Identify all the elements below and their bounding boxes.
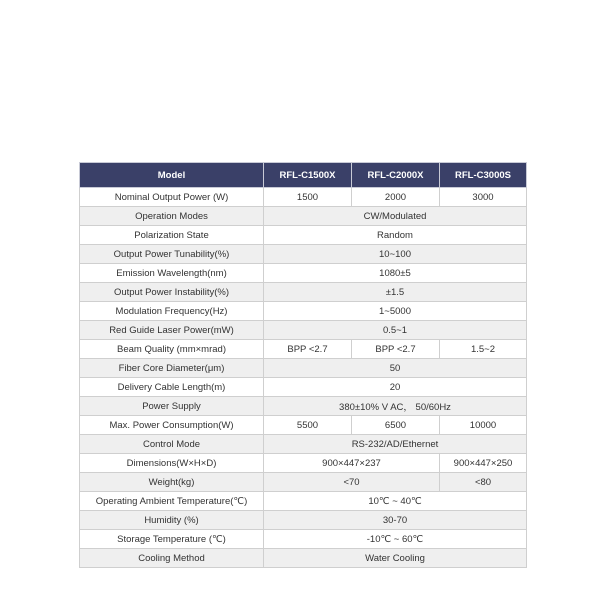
table-row xyxy=(80,188,527,207)
row-label: Red Guide Laser Power(mW) xyxy=(80,321,264,340)
row-label: Power Supply xyxy=(80,397,264,416)
row-value: ±1.5 xyxy=(264,283,527,302)
row-value: 10℃ ~ 40℃ xyxy=(264,492,527,511)
table-row xyxy=(80,378,527,397)
header-rfl-c3000s: RFL-C3000S xyxy=(440,163,527,188)
row-value: 2000 xyxy=(352,188,440,207)
row-value: 1.5~2 xyxy=(440,340,527,359)
spec-table-body xyxy=(80,188,527,568)
table-row xyxy=(80,359,527,378)
row-value: RS-232/AD/Ethernet xyxy=(264,435,527,454)
row-value: 0.5~1 xyxy=(264,321,527,340)
row-value: CW/Modulated xyxy=(264,207,527,226)
spec-table xyxy=(79,162,527,568)
row-label: Fiber Core Diameter(μm) xyxy=(80,359,264,378)
row-label: Max. Power Consumption(W) xyxy=(80,416,264,435)
row-value: -10℃ ~ 60℃ xyxy=(264,530,527,549)
table-row xyxy=(80,435,527,454)
table-row xyxy=(80,511,527,530)
table-row xyxy=(80,283,527,302)
table-row xyxy=(80,264,527,283)
row-label: Emission Wavelength(nm) xyxy=(80,264,264,283)
row-value: 10~100 xyxy=(264,245,527,264)
row-value: Water Cooling xyxy=(264,549,527,568)
row-label: Weight(kg) xyxy=(80,473,264,492)
table-row xyxy=(80,397,527,416)
row-label: Modulation Frequency(Hz) xyxy=(80,302,264,321)
row-value: 1500 xyxy=(264,188,352,207)
row-label: Dimensions(W×H×D) xyxy=(80,454,264,473)
table-row xyxy=(80,530,527,549)
row-label: Beam Quality (mm×mrad) xyxy=(80,340,264,359)
header-rfl-c1500x: RFL-C1500X xyxy=(264,163,352,188)
row-label: Output Power Tunability(%) xyxy=(80,245,264,264)
table-header-row xyxy=(80,163,527,188)
row-value: <70 xyxy=(264,473,440,492)
table-row xyxy=(80,207,527,226)
row-value: Random xyxy=(264,226,527,245)
table-row xyxy=(80,416,527,435)
table-row xyxy=(80,302,527,321)
row-value: 5500 xyxy=(264,416,352,435)
row-label: Delivery Cable Length(m) xyxy=(80,378,264,397)
row-value: 3000 xyxy=(440,188,527,207)
row-label: Storage Temperature (℃) xyxy=(80,530,264,549)
table-row xyxy=(80,340,527,359)
table-row xyxy=(80,454,527,473)
table-row xyxy=(80,549,527,568)
row-label: Cooling Method xyxy=(80,549,264,568)
row-label: Output Power Instability(%) xyxy=(80,283,264,302)
row-value: 1080±5 xyxy=(264,264,527,283)
row-label: Control Mode xyxy=(80,435,264,454)
row-value: <80 xyxy=(440,473,527,492)
table-row xyxy=(80,226,527,245)
row-label: Humidity (%) xyxy=(80,511,264,530)
row-value: 20 xyxy=(264,378,527,397)
header-rfl-c2000x: RFL-C2000X xyxy=(352,163,440,188)
table-row xyxy=(80,492,527,511)
row-label: Polarization State xyxy=(80,226,264,245)
row-value: 30-70 xyxy=(264,511,527,530)
row-value: 6500 xyxy=(352,416,440,435)
row-value: 1~5000 xyxy=(264,302,527,321)
table-row xyxy=(80,321,527,340)
table-row xyxy=(80,473,527,492)
row-value: 10000 xyxy=(440,416,527,435)
row-value: BPP <2.7 xyxy=(352,340,440,359)
row-value: 900×447×237 xyxy=(264,454,440,473)
row-value: 900×447×250 xyxy=(440,454,527,473)
row-value: 380±10% V AC， 50/60Hz xyxy=(264,397,527,416)
row-label: Operation Modes xyxy=(80,207,264,226)
row-value: 50 xyxy=(264,359,527,378)
row-label: Operating Ambient Temperature(℃) xyxy=(80,492,264,511)
header-model: Model xyxy=(80,163,264,188)
row-label: Nominal Output Power (W) xyxy=(80,188,264,207)
table-row xyxy=(80,245,527,264)
row-value: BPP <2.7 xyxy=(264,340,352,359)
